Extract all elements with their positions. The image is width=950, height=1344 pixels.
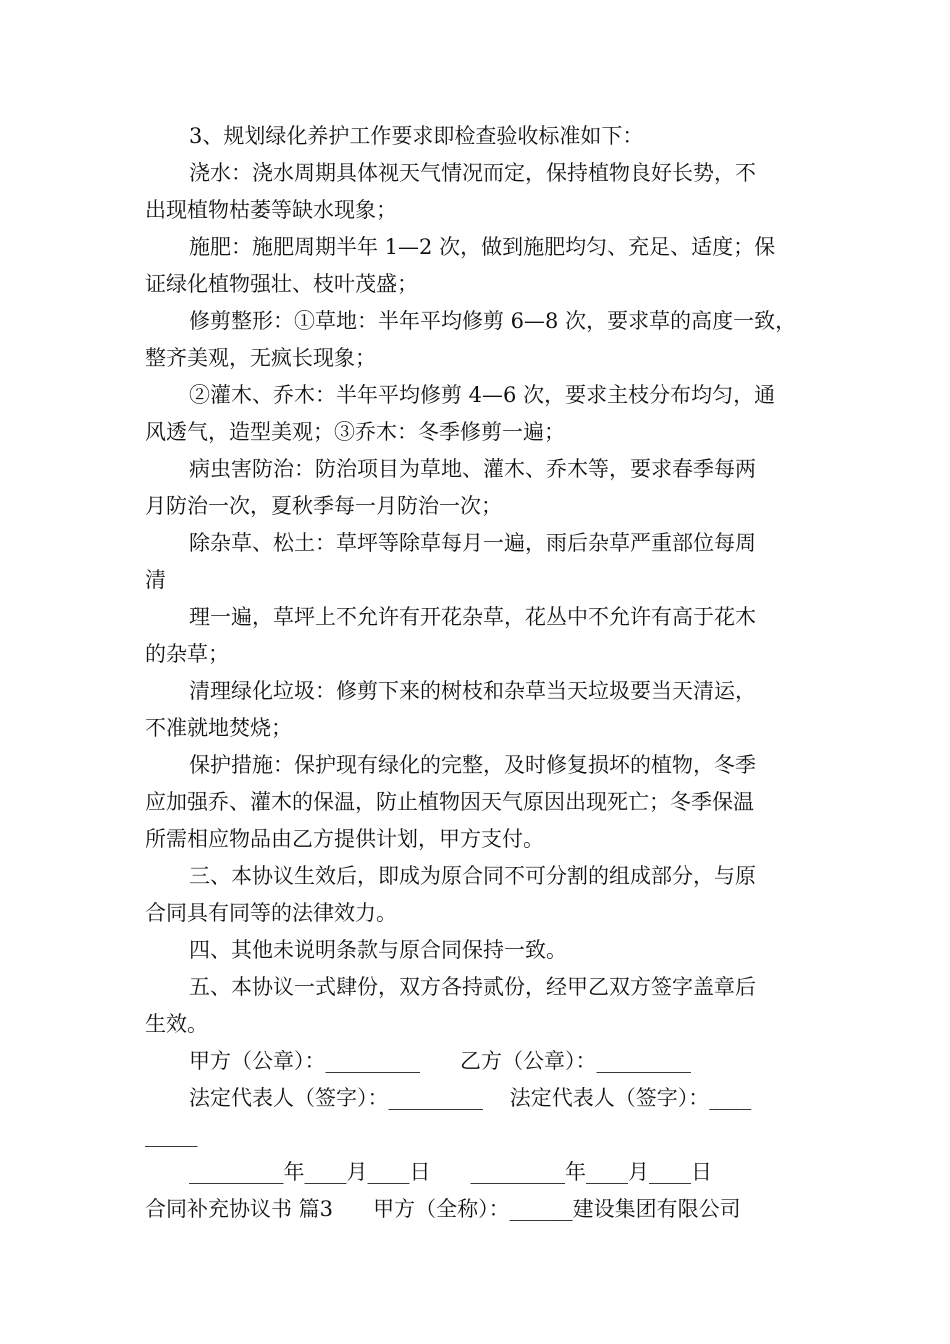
text-line: 的杂草； — [145, 642, 229, 666]
date-line: _________年____月____日 _________年____月____日 — [189, 1160, 713, 1184]
text-line: 三、本协议生效后，即成为原合同不可分割的组成部分，与原 — [189, 864, 756, 888]
text-line: 清 — [145, 568, 166, 592]
text-line: 浇水：浇水周期具体视天气情况而定，保持植物良好长势，不 — [189, 161, 756, 185]
text-line: 3、规划绿化养护工作要求即检查验收标准如下： — [189, 124, 644, 148]
signature-line-party-a-b: 甲方（公章）：_________ 乙方（公章）：_________ — [189, 1049, 692, 1073]
text-line: ②灌木、乔木：半年平均修剪 4—6 次，要求主枝分布均匀，通 — [189, 383, 776, 407]
text-line: 整齐美观，无疯长现象； — [145, 346, 376, 370]
text-line: 风透气，造型美观；③乔木：冬季修剪一遍； — [145, 420, 565, 444]
text-line: 除杂草、松土：草坪等除草每月一遍，雨后杂草严重部位每周 — [189, 531, 756, 555]
text-line: _____ — [145, 1123, 198, 1147]
text-line: 月防治一次，夏秋季每一月防治一次； — [145, 494, 502, 518]
text-line: 出现植物枯萎等缺水现象； — [145, 198, 397, 222]
text-line: 四、其他未说明条款与原合同保持一致。 — [189, 938, 567, 962]
section-heading-line: 合同补充协议书 篇3 甲方（全称）：______建设集团有限公司 — [145, 1197, 741, 1221]
text-line: 五、本协议一式肆份，双方各持贰份，经甲乙双方签字盖章后 — [189, 975, 756, 999]
text-line: 不准就地焚烧； — [145, 716, 292, 740]
text-line: 理一遍，草坪上不允许有开花杂草，花丛中不允许有高于花木 — [189, 605, 756, 629]
text-line: 清理绿化垃圾：修剪下来的树枝和杂草当天垃圾要当天清运， — [189, 679, 756, 703]
text-line: 施肥：施肥周期半年 1—2 次，做到施肥均匀、充足、适度；保 — [189, 235, 776, 259]
text-line: 证绿化植物强壮、枝叶茂盛； — [145, 272, 418, 296]
text-line: 病虫害防治：防治项目为草地、灌木、乔木等，要求春季每两 — [189, 457, 756, 481]
signature-line-representatives: 法定代表人（签字）：_________ 法定代表人（签字）：____ — [189, 1086, 752, 1110]
document-body — [145, 118, 815, 1228]
text-line: 生效。 — [145, 1012, 208, 1036]
text-line: 应加强乔、灌木的保温，防止植物因天气原因出现死亡；冬季保温 — [145, 790, 754, 814]
text-line: 合同具有同等的法律效力。 — [145, 901, 397, 925]
text-line: 保护措施：保护现有绿化的完整，及时修复损坏的植物，冬季 — [189, 753, 756, 777]
text-line: 所需相应物品由乙方提供计划，甲方支付。 — [145, 827, 544, 851]
text-line: 修剪整形：①草地：半年平均修剪 6—8 次，要求草的高度一致， — [189, 309, 797, 333]
